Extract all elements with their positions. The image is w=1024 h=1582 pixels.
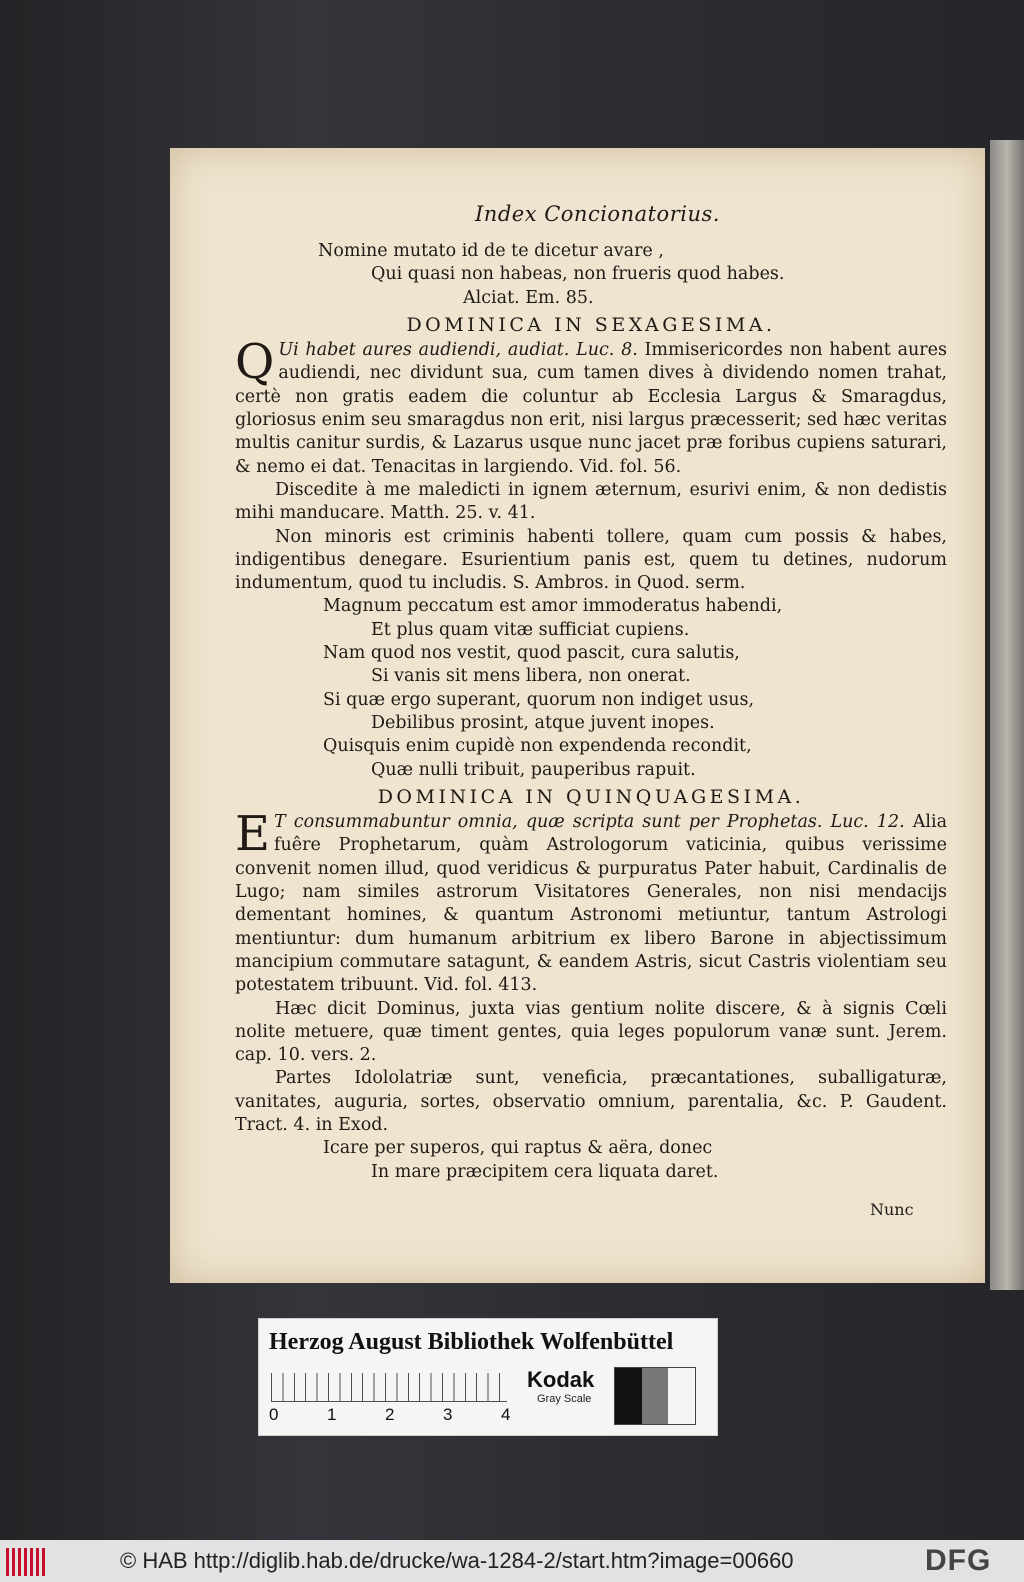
adjacent-page-edge <box>990 140 1024 1290</box>
scripture-citation: T consummabuntur omnia, quæ scripta sunt per Prophetas. Luc. 12. <box>274 812 905 833</box>
running-head: Index Concionatorius. <box>475 202 720 226</box>
drop-cap: E <box>235 806 271 863</box>
paragraph: Non minoris est criminis habenti tollere, quam cum possis & habes, indigentibus denegare. Esurientium panis est, quem tu detines, nudorum indumentum, quod tu includis. S. Ambros. in Quod. serm. <box>235 526 947 594</box>
ruler-number: 2 <box>385 1405 395 1424</box>
copyright-url[interactable]: © HAB http://diglib.hab.de/drucke/wa-1284-2/start.htm?image=00660 <box>120 1548 794 1573</box>
scale-ruler <box>271 1373 507 1402</box>
book-page <box>170 148 985 1283</box>
paragraph <box>235 806 947 997</box>
verse-line: Magnum peccatum est amor immoderatus habendi, <box>323 596 783 617</box>
verse-line: In mare præcipitem cera liquata daret. <box>371 1161 719 1182</box>
library-name: Herzog August Bibliothek Wolfenbüttel <box>269 1329 674 1355</box>
ruler-number: 4 <box>501 1405 511 1424</box>
page-text <box>235 240 947 1184</box>
verse-line: Nam quod nos vestit, quod pascit, cura salutis, <box>323 643 740 664</box>
kodak-logo: Kodak <box>527 1367 595 1392</box>
paragraph-text: Alia fuêre Prophetarum, quàm Astrologorum vaticinia, quibus verissime convenit nomen illud, quod veridicus & purpuratus Pater habuit, Cardinalis de Lugo; nam similes astrorum Visitatores Generales, non nisi mendacijs dementant homines, & quantum Astronomi metiuntur, tantum Astrologi mentiuntur: dum humanum arbitrium ex libero Barone in abjectissimum mancipium commutare satagunt, & eandem Astris, sicut Castris violentiam seu potestatem tribuunt. Vid. fol. 413. <box>235 812 947 996</box>
verse-line: Quisquis enim cupidè non expendenda recondit, <box>323 736 752 757</box>
hab-logo-icon <box>6 1548 48 1576</box>
drop-cap: Q <box>235 334 275 391</box>
gray-swatch-dark <box>615 1368 642 1424</box>
verse-line: Icare per superos, qui raptus & aëra, donec <box>323 1138 713 1159</box>
paragraph: Partes Idololatriæ sunt, veneficia, præcantationes, suballigaturæ, vanitates, auguria, sortes, observatio omnium, parentalia, &c. P. Gaudent. Tract. 4. in Exod. <box>235 1068 947 1135</box>
paragraph <box>235 334 947 479</box>
section-heading: DOMINICA IN SEXAGESIMA. <box>406 313 776 336</box>
verse-line: Si quæ ergo superant, quorum non indiget usus, <box>323 689 755 710</box>
verse-line: Si vanis sit mens libera, non onerat. <box>371 666 691 687</box>
verse-line: Nomine mutato id de te dicetur avare , <box>318 241 664 261</box>
gray-swatch-mid <box>642 1368 669 1424</box>
scripture-citation: Ui habet aures audiendi, audiat. Luc. 8. <box>278 340 638 361</box>
verse-line: Et plus quam vitæ sufficiat cupiens. <box>371 619 690 640</box>
gray-scale-swatches <box>614 1367 696 1425</box>
gray-swatch-light <box>668 1368 695 1424</box>
verse-citation: Alciat. Em. 85. <box>463 287 594 308</box>
paragraph-text: Immisericordes non habent aures audiendi, nec dividunt sua, cum tamen dives à dividendo nomen trahat, certè non gratis eadem die coluntur ab Ecclesia Largus & Smaragdus, gloriosus enim seu smaragdus non erit, nisi largus præcesserit; sed hæc veritas multis canitur surdis, & Lazarus usque nunc jacet præ foribus cupiens saturari, & nemo ei dat. Tenacitas in largiendo. Vid. fol. 56. <box>235 340 947 477</box>
gray-scale-label: Gray Scale <box>537 1393 592 1405</box>
catchword: Nunc <box>870 1200 914 1219</box>
verse-line: Debilibus prosint, atque juvent inopes. <box>371 712 715 733</box>
verse-line: Quæ nulli tribuit, pauperibus rapuit. <box>371 759 696 780</box>
color-calibration-target <box>258 1318 718 1436</box>
dfg-logo: DFG <box>925 1544 992 1577</box>
ruler-number: 3 <box>443 1405 453 1424</box>
footer-bar <box>0 1540 1024 1582</box>
ruler-numbers <box>267 1405 517 1425</box>
paragraph: Hæc dicit Dominus, juxta vias gentium nolite discere, & à signis Cœli nolite metuere, quæ timent gentes, quia leges populorum vanæ sunt. Jerem. cap. 10. vers. 2. <box>235 998 947 1066</box>
verse-line: Qui quasi non habeas, non frueris quod habes. <box>371 264 785 285</box>
paragraph: Discedite à me maledicti in ignem æternum, esurivi enim, & non dedistis mihi manducare. Matth. 25. v. 41. <box>235 479 947 524</box>
ruler-number: 0 <box>269 1405 279 1424</box>
ruler-number: 1 <box>327 1405 337 1424</box>
section-heading: DOMINICA IN QUINQUAGESIMA. <box>377 785 805 808</box>
